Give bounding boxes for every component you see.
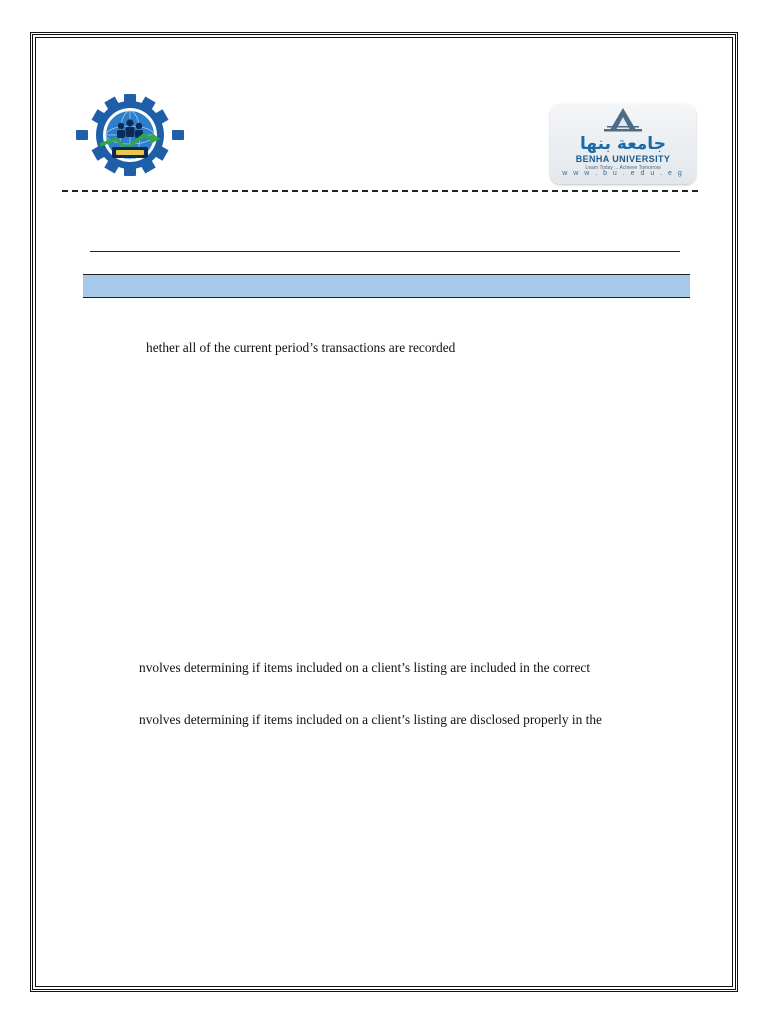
body-line-3: nvolves determining if items included on a client’s listing are disclosed properly in the <box>139 712 602 727</box>
body-line-2: nvolves determining if items included on a client’s listing are included in the correct <box>139 660 591 675</box>
title-rule <box>90 251 680 252</box>
faculty-gear-emblem-icon <box>74 94 186 176</box>
university-url: w w w . b u . e d u . e g <box>562 170 684 177</box>
benha-university-logo <box>550 104 696 184</box>
university-arabic-name: جامعة بنها <box>580 134 666 154</box>
section-heading-band <box>83 274 690 298</box>
university-tagline: Learn Today ... Achieve Tomorrow <box>585 165 661 171</box>
body-line-1: hether all of the current period’s transactions are recorded <box>146 340 456 355</box>
header-divider <box>62 190 698 192</box>
faculty-of-commerce-logo <box>74 94 186 176</box>
university-english-name: BENHA UNIVERSITY <box>575 154 671 164</box>
university-building-icon <box>550 104 696 136</box>
